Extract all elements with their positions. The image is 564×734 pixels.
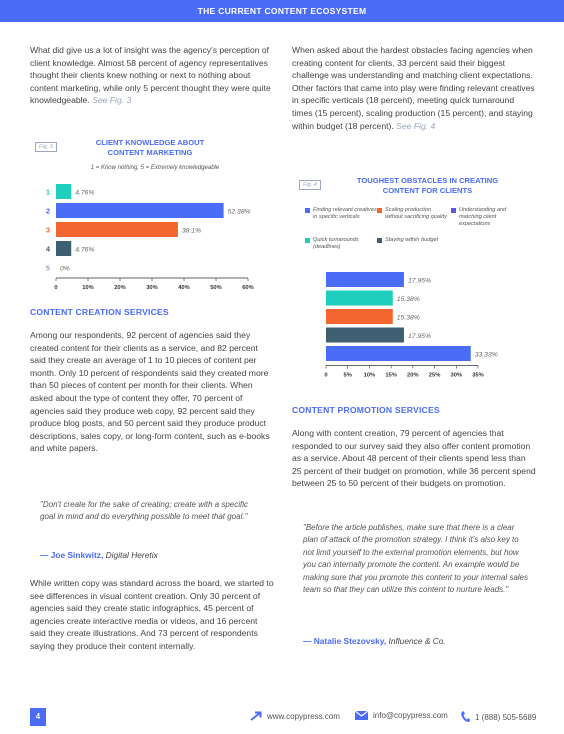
right-quote-dash: — (303, 636, 312, 646)
chart1-value-label: 4.76% (75, 189, 95, 197)
chart1-value-label: 4.76% (75, 246, 95, 254)
legend-swatch-1 (305, 208, 310, 213)
chart2-toughest-obstacles (300, 270, 550, 385)
page-footer (0, 700, 564, 734)
footer-phone-text: 1 (888) 505-5689 (475, 712, 537, 722)
chart2-value-label: 17.95% (407, 277, 432, 285)
chart1-tick-label: 30% (146, 285, 158, 291)
arrow-icon (250, 711, 262, 721)
fig3-reference: See Fig. 3 (92, 95, 132, 106)
mail-icon (355, 711, 368, 720)
chart2-legend (305, 207, 540, 257)
chart2-value-label: 33.33% (474, 351, 498, 359)
chart1-value-label: 38.1% (181, 227, 202, 235)
legend-swatch-2 (377, 208, 382, 213)
right-quote-attribution (303, 636, 446, 646)
left-para-3-text: While written copy was standard across the board, we started to see differences in visual content creation. Only 30 percent of agencies said they create static infographics, 45 percent of agencies create interactive media or videos, and 16 percent said they create illustrations. And 73 percent of respondents saying they produce their content internally. (30, 578, 274, 651)
chart1-category-label: 1 (45, 187, 50, 197)
fig4-reference: See Fig. 4 (396, 120, 436, 131)
left-quote-attribution (40, 550, 158, 560)
right-para-1-text: When asked about the hardest obstacles facing agencies when creating content for clients, 33 percent said their biggest challenge was understanding and matching client expectations. Other factors that came into play were finding relevant creatives in specific verticals (18 percent), meeting quick turnaround times (15 percent), scaling production (15 percent), and staying within budget (18 percent). (292, 45, 535, 131)
chart2-tick-label: 10% (363, 372, 376, 379)
chart1-client-knowledge (30, 178, 280, 293)
legend-item-2 (377, 207, 449, 221)
chart1-category-label: 2 (45, 206, 50, 216)
footer-email[interactable] (355, 711, 448, 720)
chart2-bar (326, 309, 393, 324)
chart1-tick-label: 40% (178, 285, 190, 291)
legend-label-1: Finding relevant creatives in specific verticals (313, 207, 377, 220)
legend-label-5: Staying within budget (385, 237, 439, 243)
left-quote: "Don't create for the sake of creating; create with a specific goal in mind and do everything possible to meet that goal." (40, 500, 249, 522)
legend-label-2: Scaling production without sacrificing quality (385, 207, 447, 220)
chart2-tick-label: 25% (428, 372, 441, 379)
chart2-title: TOUGHEST OBSTACLES IN CREATING CONTENT FOR CLIENTS (356, 176, 499, 195)
chart2-tick-label: 35% (472, 372, 484, 379)
chart1-value-label: 0% (60, 265, 70, 273)
legend-label-4: Quick turnarounds (deadlines) (313, 237, 359, 250)
chart1-bar (56, 184, 71, 199)
chart1-bar (56, 222, 178, 237)
chart1-tick-label: 20% (114, 285, 126, 291)
left-para-2 (30, 329, 275, 455)
legend-item-3 (451, 207, 523, 228)
footer-phone[interactable] (460, 711, 536, 723)
right-quote: "Before the article publishes, make sure that there is a clear plan of attack of the promotion strategy. I think it's also key to not limit yourself to the external promotion elements, but how you can internally promote the content. An example would be making sure that you promote this content to your internal sales team so that they can utilize this content to nurture leads." (303, 523, 529, 595)
chart2-tick-label: 0 (324, 372, 328, 379)
chart2-tick-label: 30% (450, 372, 463, 379)
left-quote-dash: — (40, 550, 49, 560)
chart1-subtitle: 1 = Know nothing, 5 = Extremely knowledgeable (90, 165, 220, 171)
page-number: 4 (30, 708, 46, 726)
legend-item-5 (377, 237, 449, 244)
chart1-bar (56, 241, 71, 256)
left-quote-author: Joe Sinkwitz, (50, 550, 104, 560)
chart2-value-label: 15.38% (396, 296, 420, 303)
header-title: THE CURRENT CONTENT ECOSYSTEM (197, 6, 367, 16)
footer-website-text: www.copypress.com (267, 711, 340, 721)
right-quote-org: Influence & Co. (388, 636, 446, 646)
chart1-title: CLIENT KNOWLEDGE ABOUT CONTENT MARKETING (95, 138, 205, 157)
chart2-value-label: 15.38% (396, 314, 420, 322)
left-para-2-text: Among our respondents, 92 percent of agencies said they created content for their clients as a service, and 82 percent said they create an average of 1 to 10 pieces of content per month. Only 10 percent of respondents said they created more than 50 pieces of content per month for their clients. When asked about the type of content they offer, 70 percent of agencies said they produce web copy, 92 percent said they produce blog posts, and 50 percent said they produce product descriptions, sales copy, or long-form content, such as e-books and white papers. (30, 330, 270, 454)
content-promotion-heading: CONTENT PROMOTION SERVICES (292, 405, 440, 415)
chart1-tick-label: 10% (82, 285, 94, 291)
footer-email-text: info@copypress.com (373, 711, 448, 720)
chart2-value-label: 17.95% (407, 333, 432, 340)
right-para-2 (292, 427, 537, 490)
left-para-1 (30, 44, 275, 107)
legend-label-3: Understanding and matching client expectations (459, 207, 507, 227)
phone-icon (460, 711, 470, 723)
chart2-tick-label: 5% (343, 372, 352, 379)
right-quote-author: Natalie Stezovsky, (313, 636, 387, 646)
page-header (0, 0, 564, 22)
chart2-bar (326, 291, 393, 306)
chart1-category-label: 3 (45, 225, 50, 235)
legend-swatch-5 (377, 238, 382, 243)
chart2-tick-label: 20% (407, 372, 419, 379)
fig3-tag: Fig. 3 (35, 142, 57, 152)
left-para-1-text: What did give us a lot of insight was the agency's perception of client knowledge. Almost 58 percent of agency representatives thought their clients knew nothing or next to nothing about content marketing, while only 5 percent thought they were quite knowledgeable. (30, 45, 271, 106)
chart1-tick-label: 0 (54, 285, 58, 291)
chart1-bar (56, 203, 224, 218)
legend-swatch-3 (451, 208, 456, 213)
right-para-1 (292, 44, 537, 132)
chart1-tick-label: 60% (242, 285, 254, 291)
chart1-value-label: 52.38% (227, 208, 251, 216)
chart2-tick-label: 15% (385, 372, 397, 379)
legend-item-1 (305, 207, 377, 221)
chart2-bar (326, 346, 471, 361)
left-quote-org: Digital Heretix (105, 550, 158, 560)
chart2-bar (326, 272, 404, 287)
chart2-bar (326, 328, 404, 343)
right-para-2-text: Along with content creation, 79 percent of agencies that responded to our survey said they also offer content promotion as a service. About 48 percent of their clients spend less than 25 percent of their budget on promotion, while 36 percent spend between 25 to 50 percent of their budgets on promotion. (292, 428, 536, 489)
legend-item-4 (305, 237, 377, 251)
chart1-category-label: 5 (45, 263, 50, 273)
chart1-tick-label: 50% (210, 285, 222, 291)
left-para-3 (30, 577, 275, 653)
chart1-category-label: 4 (45, 244, 50, 254)
content-creation-heading: CONTENT CREATION SERVICES (30, 307, 169, 317)
fig4-tag: Fig. 4 (299, 180, 321, 190)
legend-swatch-4 (305, 238, 310, 243)
footer-website[interactable] (250, 711, 340, 721)
